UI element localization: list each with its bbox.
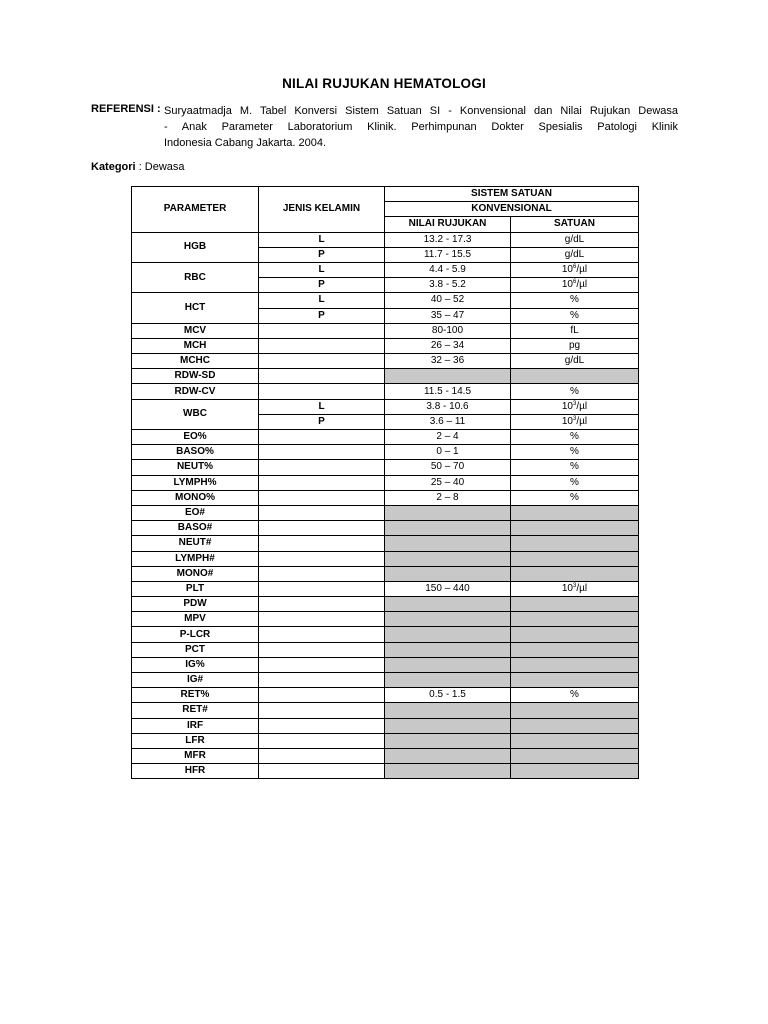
parameter-cell: LYMPH% xyxy=(132,475,259,490)
reference-value-cell xyxy=(385,627,511,642)
reference-value-cell xyxy=(385,733,511,748)
sex-cell: L xyxy=(259,293,385,308)
reference-value-cell: 32 – 36 xyxy=(385,354,511,369)
unit-cell: $10^6/\mu l$ xyxy=(511,262,639,277)
reference-value-cell xyxy=(385,566,511,581)
table-row xyxy=(132,338,639,353)
table-row xyxy=(132,369,639,384)
parameter-cell: WBC xyxy=(132,399,259,429)
parameter-cell: MFR xyxy=(132,748,259,763)
unit-cell: % xyxy=(511,445,639,460)
parameter-cell: NEUT% xyxy=(132,460,259,475)
reference-value-cell xyxy=(385,597,511,612)
table-row xyxy=(132,460,639,475)
parameter-cell: HCT xyxy=(132,293,259,323)
reference-value-cell: 0.5 - 1.5 xyxy=(385,688,511,703)
table-row xyxy=(132,597,639,612)
table-row xyxy=(132,521,639,536)
parameter-cell: RDW-SD xyxy=(132,369,259,384)
table-row xyxy=(132,733,639,748)
parameter-cell: BASO# xyxy=(132,521,259,536)
parameter-cell: BASO% xyxy=(132,445,259,460)
table-row xyxy=(132,399,639,414)
sex-cell xyxy=(259,642,385,657)
parameter-cell: PDW xyxy=(132,597,259,612)
parameter-cell: LYMPH# xyxy=(132,551,259,566)
unit-cell xyxy=(511,657,639,672)
unit-cell: % xyxy=(511,688,639,703)
sex-cell: L xyxy=(259,399,385,414)
parameter-cell: RET% xyxy=(132,688,259,703)
reference-value-cell xyxy=(385,718,511,733)
unit-cell xyxy=(511,369,639,384)
reference-table xyxy=(131,186,639,779)
sex-cell xyxy=(259,551,385,566)
parameter-cell: NEUT# xyxy=(132,536,259,551)
unit-cell xyxy=(511,718,639,733)
sex-cell xyxy=(259,612,385,627)
reference-value-cell: 0 – 1 xyxy=(385,445,511,460)
unit-cell: g/dL xyxy=(511,232,639,247)
unit-cell xyxy=(511,703,639,718)
sex-cell xyxy=(259,703,385,718)
unit-cell xyxy=(511,597,639,612)
table-row xyxy=(132,566,639,581)
table-row xyxy=(132,657,639,672)
reference-value-cell xyxy=(385,642,511,657)
parameter-cell: P-LCR xyxy=(132,627,259,642)
parameter-cell: MONO# xyxy=(132,566,259,581)
table-row xyxy=(132,718,639,733)
reference-value-cell: 4.4 - 5.9 xyxy=(385,262,511,277)
reference-value-cell: 3.8 - 5.2 xyxy=(385,278,511,293)
unit-cell xyxy=(511,642,639,657)
header-reference-value: NILAI RUJUKAN xyxy=(385,217,511,232)
reference-value-cell xyxy=(385,551,511,566)
reference-line: Suryaatmadja M. Tabel Konversi Sistem Satuan SI - Konvensional dan Nilai Rujukan Dewasa xyxy=(164,105,678,117)
unit-cell: % xyxy=(511,384,639,399)
table-row xyxy=(132,673,639,688)
reference-value-cell xyxy=(385,536,511,551)
sex-cell xyxy=(259,490,385,505)
sex-cell xyxy=(259,369,385,384)
reference-value-cell xyxy=(385,748,511,763)
reference-value-cell: 80-100 xyxy=(385,323,511,338)
sex-cell xyxy=(259,581,385,596)
table-row xyxy=(132,323,639,338)
reference-label: REFERENSI xyxy=(91,103,154,115)
unit-cell xyxy=(511,551,639,566)
reference-value-cell: 50 – 70 xyxy=(385,460,511,475)
unit-cell: $10^3/\mu l$ xyxy=(511,414,639,429)
unit-cell: g/dL xyxy=(511,247,639,262)
table-row xyxy=(132,293,639,308)
unit-cell: g/dL xyxy=(511,354,639,369)
header-unit: SATUAN xyxy=(511,217,639,232)
category xyxy=(91,161,185,173)
unit-cell: $10^6/\mu l$ xyxy=(511,278,639,293)
sex-cell xyxy=(259,384,385,399)
page-title: NILAI RUJUKAN HEMATOLOGI xyxy=(282,76,486,91)
sex-cell xyxy=(259,764,385,779)
unit-cell: % xyxy=(511,475,639,490)
table-row xyxy=(132,627,639,642)
table-row xyxy=(132,445,639,460)
table-row xyxy=(132,354,639,369)
table-row xyxy=(132,551,639,566)
sex-cell xyxy=(259,445,385,460)
sex-cell: P xyxy=(259,308,385,323)
unit-cell: % xyxy=(511,308,639,323)
header-parameter: PARAMETER xyxy=(132,187,259,233)
parameter-cell: MCHC xyxy=(132,354,259,369)
parameter-cell: HGB xyxy=(132,232,259,262)
unit-cell: fL xyxy=(511,323,639,338)
unit-cell xyxy=(511,536,639,551)
reference-value-cell: 3.6 – 11 xyxy=(385,414,511,429)
unit-cell xyxy=(511,673,639,688)
sex-cell xyxy=(259,733,385,748)
table-row xyxy=(132,505,639,520)
unit-cell xyxy=(511,733,639,748)
sex-cell xyxy=(259,505,385,520)
sex-cell xyxy=(259,338,385,353)
sex-cell xyxy=(259,323,385,338)
table-row xyxy=(132,688,639,703)
table-row xyxy=(132,764,639,779)
sex-cell xyxy=(259,460,385,475)
parameter-cell: EO% xyxy=(132,430,259,445)
parameter-cell: MPV xyxy=(132,612,259,627)
table-row xyxy=(132,642,639,657)
sex-cell: P xyxy=(259,414,385,429)
parameter-cell: RET# xyxy=(132,703,259,718)
table-row xyxy=(132,475,639,490)
sex-cell: P xyxy=(259,247,385,262)
category-value: : Dewasa xyxy=(138,161,185,173)
parameter-cell: IG# xyxy=(132,673,259,688)
table-row xyxy=(132,748,639,763)
category-label: Kategori xyxy=(91,161,136,173)
parameter-cell: PCT xyxy=(132,642,259,657)
sex-cell xyxy=(259,536,385,551)
sex-cell xyxy=(259,718,385,733)
reference-value-cell xyxy=(385,703,511,718)
parameter-cell: RBC xyxy=(132,262,259,292)
parameter-cell: EO# xyxy=(132,505,259,520)
reference-value-cell: 40 – 52 xyxy=(385,293,511,308)
parameter-cell: LFR xyxy=(132,733,259,748)
reference-value-cell: 3.8 - 10.6 xyxy=(385,399,511,414)
unit-cell xyxy=(511,521,639,536)
reference-value-cell xyxy=(385,673,511,688)
table-row xyxy=(132,581,639,596)
unit-cell: % xyxy=(511,460,639,475)
unit-cell xyxy=(511,764,639,779)
header-conventional: KONVENSIONAL xyxy=(385,202,639,217)
reference-value-cell: 150 – 440 xyxy=(385,581,511,596)
sex-cell xyxy=(259,627,385,642)
sex-cell xyxy=(259,748,385,763)
header-system: SISTEM SATUAN xyxy=(385,187,639,202)
sex-cell xyxy=(259,673,385,688)
unit-cell xyxy=(511,566,639,581)
reference-value-cell xyxy=(385,521,511,536)
unit-cell: $10^3/\mu l$ xyxy=(511,581,639,596)
reference-value-cell xyxy=(385,764,511,779)
unit-cell: % xyxy=(511,490,639,505)
reference-line: Indonesia Cabang Jakarta. 2004. xyxy=(164,137,327,149)
unit-cell xyxy=(511,505,639,520)
sex-cell xyxy=(259,430,385,445)
reference-colon: : xyxy=(157,103,161,115)
parameter-cell: IG% xyxy=(132,657,259,672)
reference-value-cell: 2 – 4 xyxy=(385,430,511,445)
table-row xyxy=(132,612,639,627)
parameter-cell: HFR xyxy=(132,764,259,779)
reference-value-cell: 2 – 8 xyxy=(385,490,511,505)
table-row xyxy=(132,384,639,399)
sex-cell xyxy=(259,597,385,612)
parameter-cell: MONO% xyxy=(132,490,259,505)
table-row xyxy=(132,232,639,247)
unit-cell xyxy=(511,612,639,627)
unit-cell xyxy=(511,627,639,642)
sex-cell xyxy=(259,657,385,672)
unit-cell: % xyxy=(511,293,639,308)
reference-value-cell: 11.5 - 14.5 xyxy=(385,384,511,399)
parameter-cell: IRF xyxy=(132,718,259,733)
header-sex: JENIS KELAMIN xyxy=(259,187,385,233)
reference-text xyxy=(164,103,678,151)
reference-value-cell: 11.7 - 15.5 xyxy=(385,247,511,262)
unit-cell: $10^3/\mu l$ xyxy=(511,399,639,414)
table-row xyxy=(132,490,639,505)
table-row xyxy=(132,430,639,445)
table-row xyxy=(132,703,639,718)
sex-cell xyxy=(259,354,385,369)
parameter-cell: MCH xyxy=(132,338,259,353)
reference-value-cell xyxy=(385,657,511,672)
sex-cell: L xyxy=(259,232,385,247)
reference-value-cell xyxy=(385,612,511,627)
sex-cell xyxy=(259,566,385,581)
sex-cell xyxy=(259,475,385,490)
sex-cell xyxy=(259,521,385,536)
unit-cell xyxy=(511,748,639,763)
sex-cell: L xyxy=(259,262,385,277)
parameter-cell: MCV xyxy=(132,323,259,338)
sex-cell xyxy=(259,688,385,703)
reference-value-cell xyxy=(385,505,511,520)
unit-cell: pg xyxy=(511,338,639,353)
reference-value-cell: 25 – 40 xyxy=(385,475,511,490)
parameter-cell: RDW-CV xyxy=(132,384,259,399)
sex-cell: P xyxy=(259,278,385,293)
reference-line: - Anak Parameter Laboratorium Klinik. Perhimpunan Dokter Spesialis Patologi Klinik xyxy=(164,121,678,133)
reference-value-cell: 26 – 34 xyxy=(385,338,511,353)
reference-value-cell: 35 – 47 xyxy=(385,308,511,323)
table-body xyxy=(132,232,639,779)
parameter-cell: PLT xyxy=(132,581,259,596)
table-row xyxy=(132,262,639,277)
reference-value-cell: 13.2 - 17.3 xyxy=(385,232,511,247)
reference-value-cell xyxy=(385,369,511,384)
table-row xyxy=(132,536,639,551)
unit-cell: % xyxy=(511,430,639,445)
